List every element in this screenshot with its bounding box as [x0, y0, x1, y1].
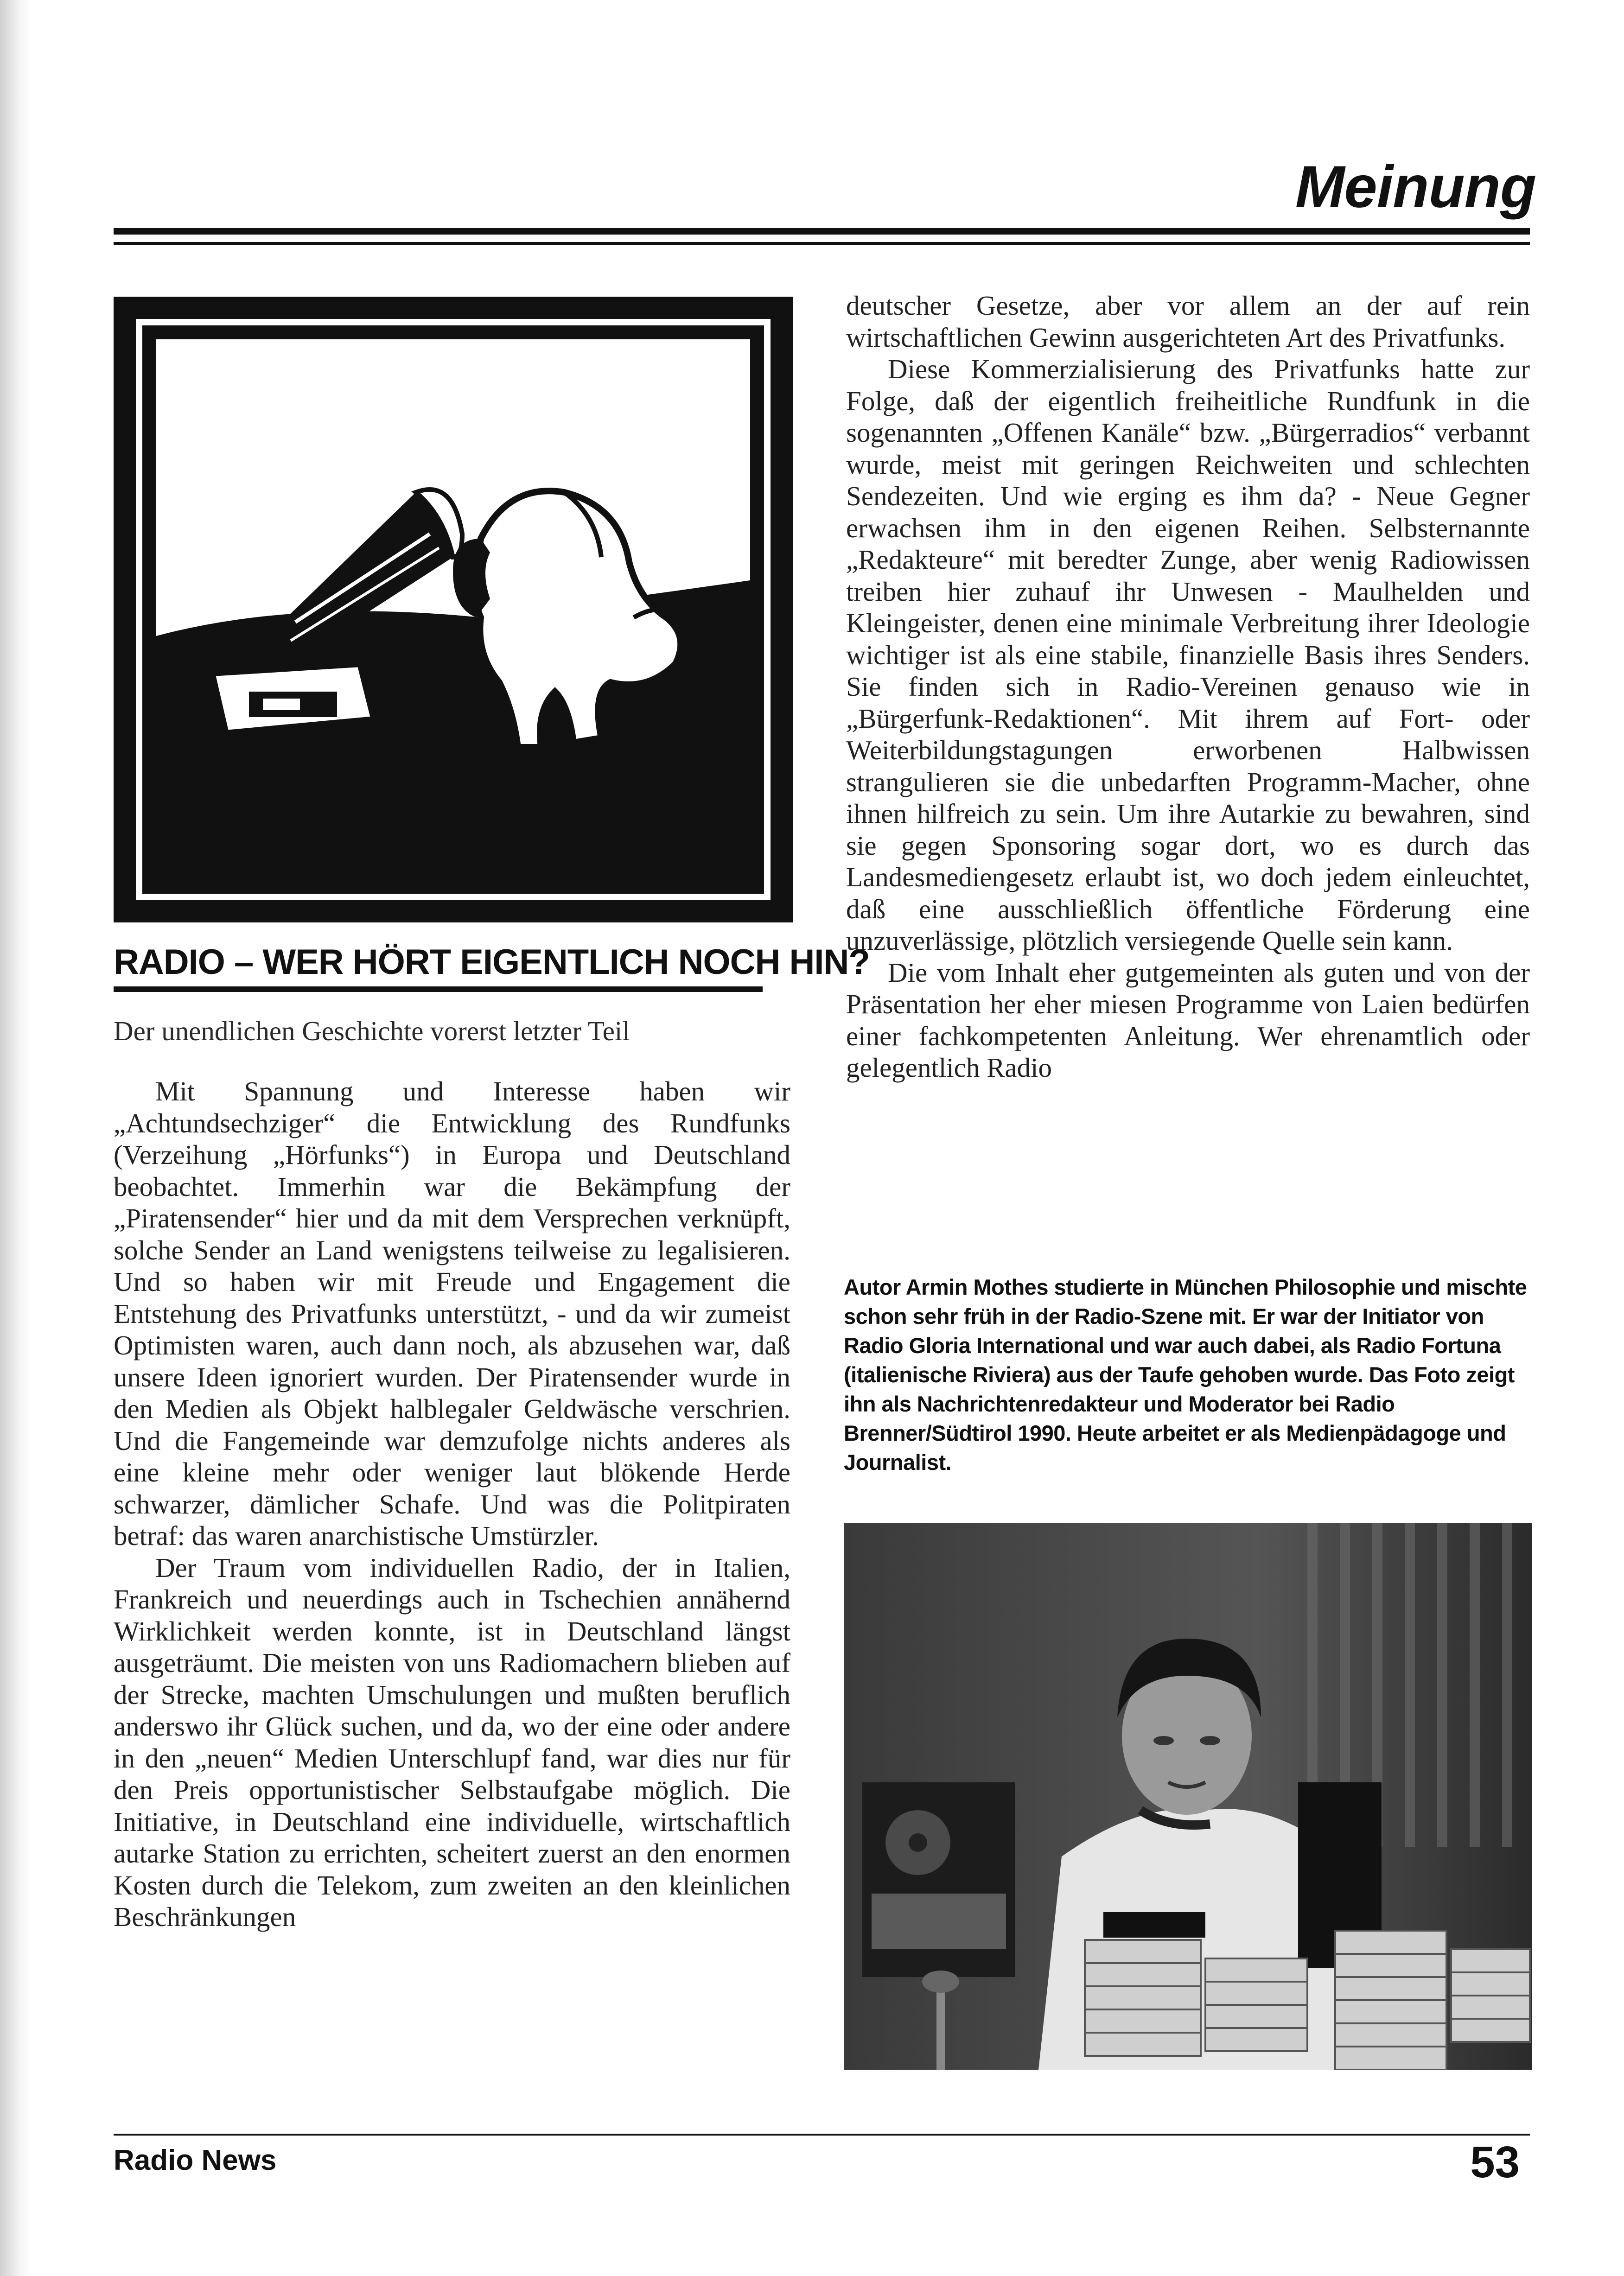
gramophone-dog-illustration	[114, 297, 793, 922]
paragraph: Mit Spannung und Interesse haben wir „Achtundsechziger“ die Entwicklung des Rundfunks (Verzeihung „Hörfunks“) in Europa und Deutschland beobachtet. Immerhin war die Bekämpfung der „Piratensender“ hier und da mit dem Versprechen verknüpft, solche Sender an Land wenigstens teilweise zu legalisieren. Und so haben wir mit Freude und Engagement die Entstehung des Privatfunks unterstützt, - und da wir zumeist Optimisten waren, auch dann noch, als abzusehen war, daß unsere Ideen ignoriert wurden. Der Piratensender wurde in den Medien als Objekt halblegaler Geldwäsche verschrien. Und die Fangemeinde war demzufolge nichts anderes als eine kleine mehr oder weniger laut blökende Herde schwarzer, dämlicher Schafe. Und was die Politpiraten betraf: das waren anarchistische Umstürzler.	[114, 1076, 790, 1551]
header-rule-thin	[114, 242, 1530, 245]
paragraph: Diese Kommerzialisierung des Privatfunks hatte zur Folge, daß der eigentlich freiheitliche Rundfunk in die sogenannten „Offenen Kanäle“ bzw. „Bürgerradios“ verbannt wurde, meist mit geringen Reichweiten und schlechten Sendezeiten. Und wie erging es ihm da? - Neue Gegner erwachsen ihm in den eigenen Reihen. Selbsternannte „Redakteure“ mit beredter Zunge, aber wenig Radiowissen treiben hier zuhauf ihr Unwesen - Maulhelden und Kleingeister, denen eine minimale Verbreitung ihrer Ideologie wichtiger ist als eine stabile, finanzielle Basis ihres Senders. Sie finden sich in Radio-Vereinen genauso wie in „Bürgerfunk-Redaktionen“. Mit ihrem auf Fort- oder Weiterbildungstagungen erworbenen Halbwissen strangulieren sie die unbedarften Programm-Macher, ohne ihnen hilfreich zu sein. Um ihre Autarkie zu bewahren, sind sie gegen Sponsoring sogar dort, wo es durch das Landesmediengesetz erlaubt ist, wo doch jedem einleuchtet, daß eine ausschließlich öffentliche Förderung eine unzuverlässige, plötzlich versiegende Quelle sein kann.	[846, 354, 1530, 956]
binding-shadow	[0, 0, 32, 2276]
article-subtitle: Der unendlichen Geschichte vorerst letzter Teil	[114, 1016, 630, 1046]
header-rule	[114, 228, 1530, 235]
article-headline: RADIO – WER HÖRT EIGENTLICH NOCH HIN?	[114, 942, 870, 982]
paragraph: Die vom Inhalt eher gutgemeinten als guten und von der Präsentation her eher miesen Programme von Laien bedürfen einer fachkompetenten Anleitung. Wer ehrenamtlich oder gelegentlich Radio	[846, 957, 1530, 1083]
section-title: Meinung	[1295, 154, 1536, 220]
page-number: 53	[1470, 2137, 1520, 2187]
footer-rule	[114, 2134, 1530, 2136]
magazine-name: Radio News	[114, 2144, 277, 2176]
body-column-left	[114, 1075, 790, 1933]
author-photo	[844, 1523, 1532, 2070]
paragraph: Der Traum vom individuellen Radio, der in Italien, Frankreich und neuerdings auch in Tschechien annähernd Wirklichkeit werden konnte, ist in Deutschland längst ausgeträumt. Die meisten von uns Radiomachern blieben auf der Strecke, machten Umschulungen und mußten beruflich anderswo ihr Glück suchen, und da, wo der eine oder andere in den „neuen“ Medien Unterschlupf fand, war dies nur für den Preis opportunistischer Selbstaufgabe möglich. Die Initiative, in Deutschland eine individuelle, wirtschaftlich autarke Station zu errichten, scheitert zuerst an den enormen Kosten durch die Telekom, zum zweiten an den kleinlichen Beschränkungen	[114, 1552, 790, 1932]
body-column-right	[846, 290, 1530, 1084]
paragraph-continuation: deutscher Gesetze, aber vor allem an der auf rein wirtschaftlichen Gewinn ausgerichteten Art des Privatfunks.	[846, 290, 1530, 353]
author-at-studio-icon	[844, 1523, 1532, 2070]
photo-caption: Autor Armin Mothes studierte in München Philosophie und mischte schon sehr früh in der Radio-Szene mit. Er war der Initiator von Radio Gloria International und war auch dabei, als Radio Fortuna (italienische Riviera) aus der Taufe gehoben wurde. Das Foto zeigt ihn als Nachrichtenredakteur und Moderator bei Radio Brenner/Südtirol 1990. Heute arbeitet er als Medienpädagoge und Journalist.	[844, 1275, 1527, 1475]
dog-gramophone-icon	[156, 339, 750, 880]
headline-rule	[114, 986, 763, 992]
